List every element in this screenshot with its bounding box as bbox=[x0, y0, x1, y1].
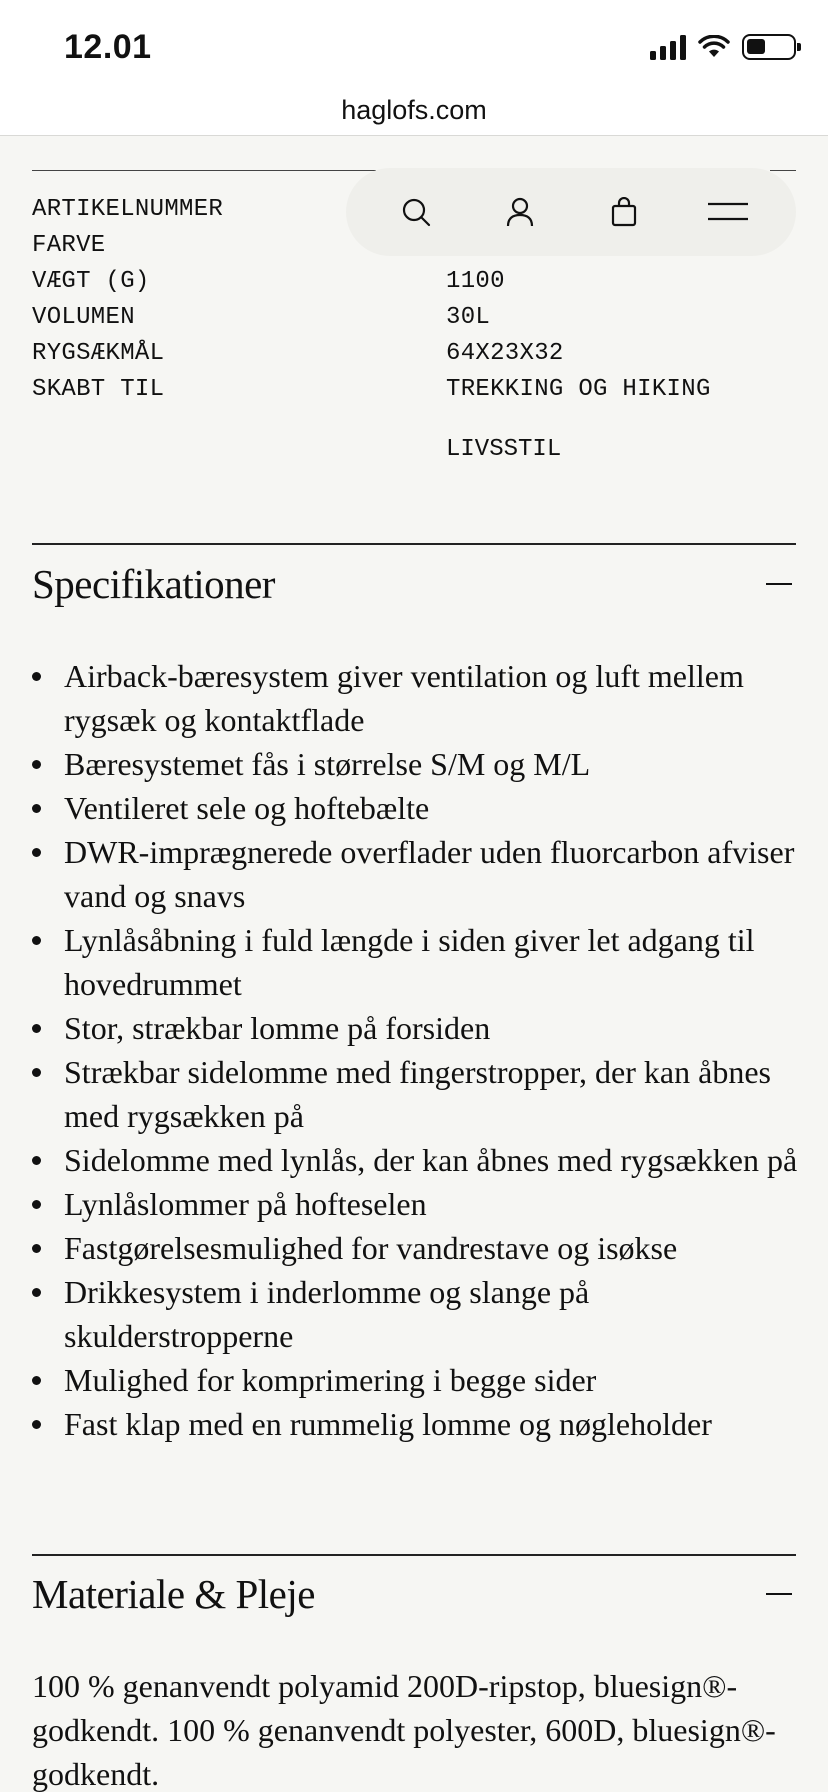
property-key: FARVE bbox=[32, 232, 106, 259]
cart-button[interactable] bbox=[572, 168, 676, 256]
property-key: RYGSÆKMÅL bbox=[32, 340, 165, 367]
property-key: VÆGT (G) bbox=[32, 268, 150, 295]
list-item: Strækbar sidelomme med fingerstropper, der kan åbnes med rygsækken på bbox=[32, 1050, 802, 1138]
property-value: 30L bbox=[446, 304, 491, 331]
property-row bbox=[32, 372, 796, 408]
property-row bbox=[32, 336, 796, 372]
cart-icon bbox=[611, 197, 637, 227]
list-item: Ventileret sele og hoftebælte bbox=[32, 786, 802, 830]
list-item: Drikkesystem i inderlomme og slange på skulderstropperne bbox=[32, 1270, 802, 1358]
account-icon bbox=[506, 197, 534, 227]
property-value: 64X23X32 bbox=[446, 340, 564, 367]
list-item: Fast klap med en rummelig lomme og nøgleholder bbox=[32, 1402, 802, 1446]
list-item: Airback-bæresystem giver ventilation og luft mellem rygsæk og kontaktflade bbox=[32, 654, 802, 742]
divider bbox=[32, 1554, 796, 1556]
list-item: Bæresystemet fås i størrelse S/M og M/L bbox=[32, 742, 802, 786]
list-item: Fastgørelsesmulighed for vandrestave og isøkse bbox=[32, 1226, 802, 1270]
search-icon bbox=[401, 197, 431, 227]
property-value: 1100 bbox=[446, 268, 505, 295]
list-item: Sidelomme med lynlås, der kan åbnes med rygsækken på bbox=[32, 1138, 802, 1182]
property-value-extra: LIVSSTIL bbox=[446, 436, 562, 463]
wifi-icon bbox=[698, 35, 730, 59]
status-bar bbox=[0, 0, 828, 94]
material-care-header[interactable]: Materiale & Pleje bbox=[32, 1571, 315, 1617]
divider bbox=[32, 170, 376, 171]
search-button[interactable] bbox=[364, 168, 468, 256]
list-item: Lynlåslommer på hofteselen bbox=[32, 1182, 802, 1226]
cellular-signal-icon bbox=[650, 34, 686, 60]
property-value: TREKKING OG HIKING bbox=[446, 376, 711, 403]
menu-button[interactable] bbox=[676, 168, 780, 256]
list-item: Stor, strækbar lomme på forsiden bbox=[32, 1006, 802, 1050]
property-key: ARTIKELNUMMER bbox=[32, 196, 224, 223]
battery-icon bbox=[742, 34, 796, 60]
status-time: 12.01 bbox=[64, 28, 152, 66]
status-icons bbox=[650, 34, 796, 60]
divider bbox=[32, 543, 796, 545]
menu-icon bbox=[707, 201, 749, 223]
specifications-header[interactable]: Specifikationer bbox=[32, 561, 275, 607]
property-key: VOLUMEN bbox=[32, 304, 135, 331]
property-row bbox=[32, 300, 796, 336]
collapse-icon[interactable] bbox=[766, 1593, 792, 1595]
specifications-list bbox=[32, 654, 802, 1446]
list-item: Mulighed for komprimering i begge sider bbox=[32, 1358, 802, 1402]
url-text: haglofs.com bbox=[341, 95, 487, 125]
floating-nav bbox=[346, 168, 796, 256]
property-key: SKABT TIL bbox=[32, 376, 165, 403]
list-item: Lynlåsåbning i fuld længde i siden giver let adgang til hovedrummet bbox=[32, 918, 802, 1006]
material-description: 100 % genanvendt polyamid 200D-ripstop, bluesign®-godkendt. 100 % genanvendt polyester, 600D, bluesign®-godkendt. bbox=[32, 1668, 776, 1792]
property-row bbox=[32, 264, 796, 300]
collapse-icon[interactable] bbox=[766, 583, 792, 585]
account-button[interactable] bbox=[468, 168, 572, 256]
address-bar[interactable] bbox=[0, 88, 828, 136]
list-item: DWR-imprægnerede overflader uden fluorcarbon afviser vand og snavs bbox=[32, 830, 802, 918]
